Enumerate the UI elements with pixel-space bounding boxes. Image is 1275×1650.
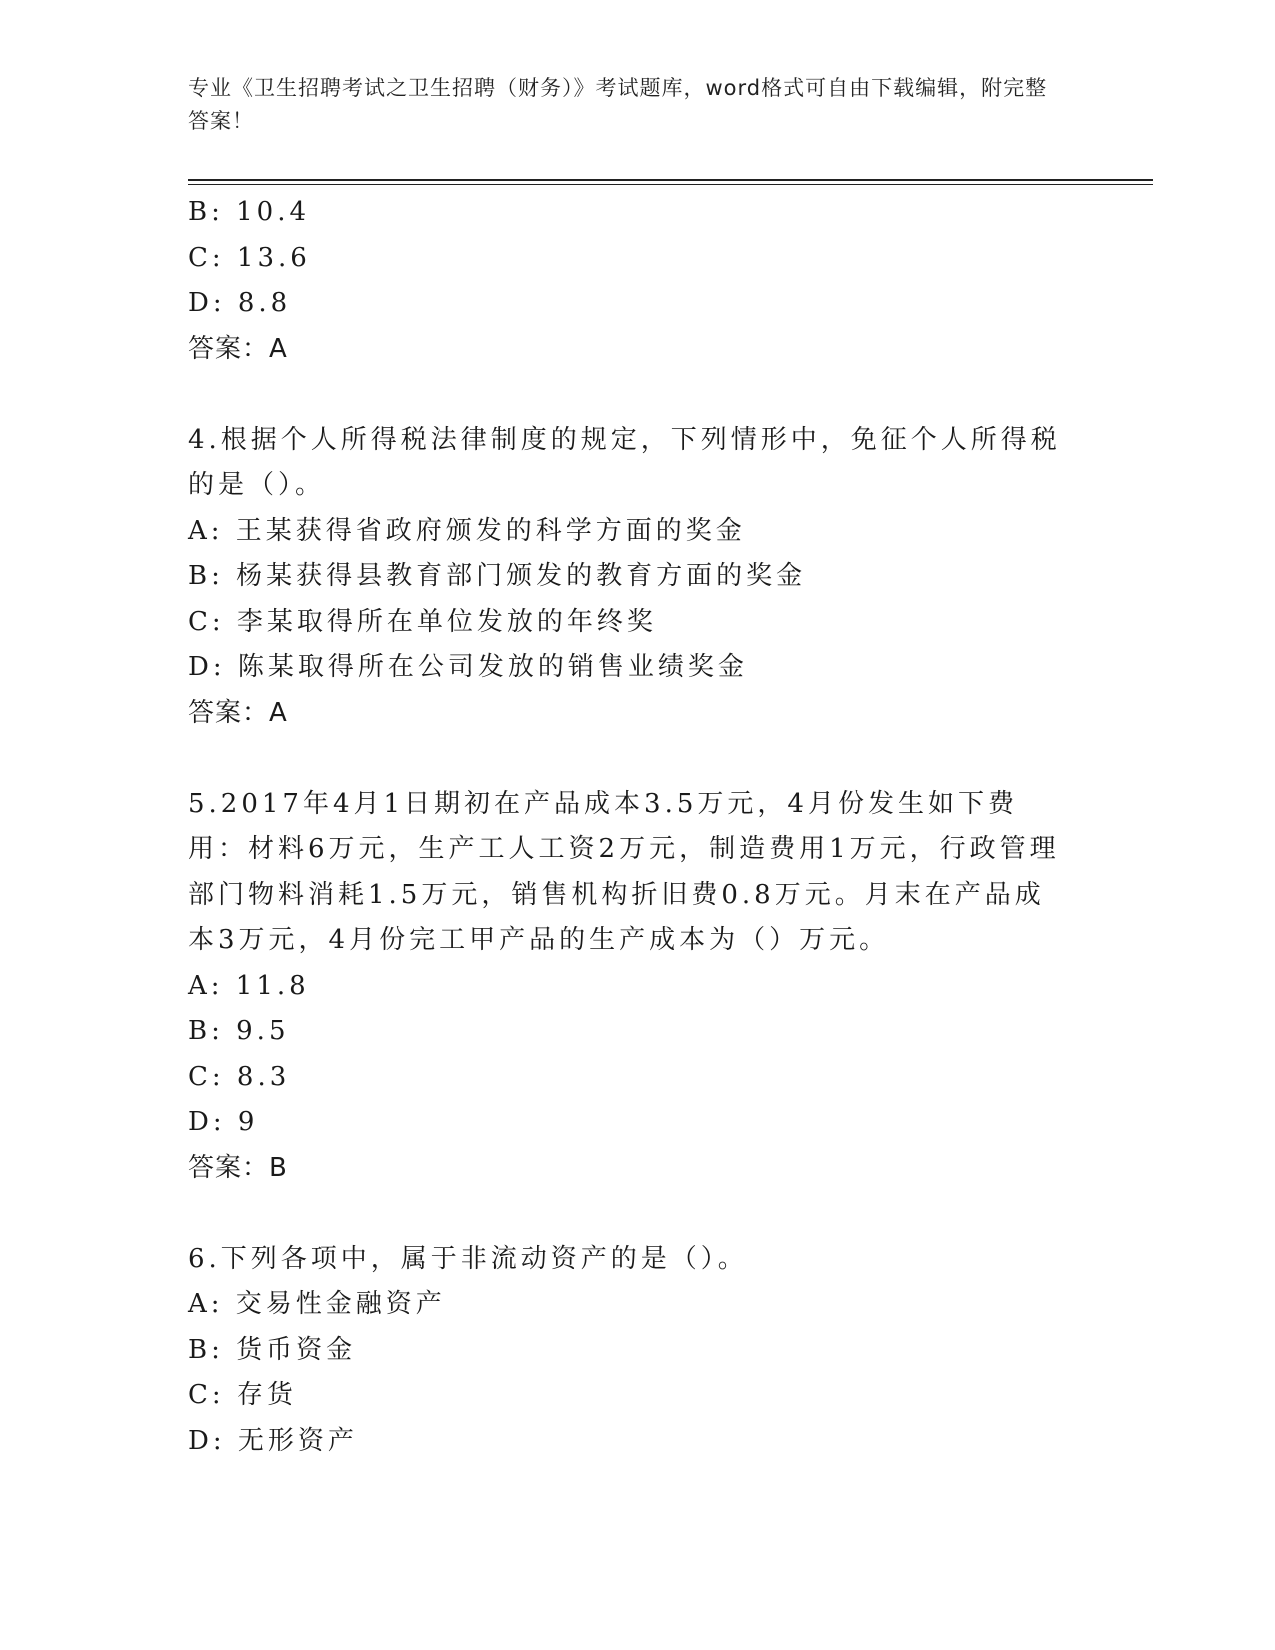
question-content (188, 190, 1068, 1464)
option-b: B: 货币资金 (188, 1334, 357, 1365)
question-text: 6.下列各项中，属于非流动资产的是（）。 (188, 1243, 748, 1274)
answer-line: 答案：A (188, 697, 288, 728)
document-header: 专业《卫生招聘考试之卫生招聘（财务）》考试题库，word格式可自由下载编辑，附完整答案！ (188, 76, 1048, 133)
option-c: C: 8.3 (188, 1061, 291, 1092)
option-d: D: 8.8 (188, 288, 292, 318)
question-4 (188, 418, 1068, 737)
option-a: A: 交易性金融资产 (188, 1289, 446, 1319)
answer-line: 答案：A (188, 333, 288, 364)
question-5 (188, 782, 1068, 1192)
question-text: 5.2017年4月1日期初在产品成本3.5万元，4月份发生如下费用：材料6万元，生产工人工资2万元，制造费用1万元，行政管理部门物料消耗1.5万元，销售机构折旧费0.8万元。月末在产品成本3万元，4月份完工甲产品的生产成本为（）万元。 (188, 788, 1060, 955)
header-divider-thin (188, 184, 1153, 185)
header-divider-thick (188, 179, 1153, 181)
option-d: D: 陈某取得所在公司发放的销售业绩奖金 (188, 652, 748, 682)
option-b: B: 杨某获得县教育部门颁发的教育方面的奖金 (188, 561, 807, 591)
question-text: 4.根据个人所得税法律制度的规定，下列情形中，免征个人所得税的是（）。 (188, 424, 1061, 500)
option-b: B: 9.5 (188, 1016, 290, 1046)
option-c: C: 13.6 (188, 242, 311, 273)
option-b: B: 10.4 (188, 197, 311, 227)
option-c: C: 李某取得所在单位发放的年终奖 (188, 606, 657, 637)
prev-question (188, 190, 1068, 372)
option-d: D: 无形资产 (188, 1425, 358, 1456)
answer-line: 答案：B (188, 1152, 288, 1183)
question-6 (188, 1237, 1068, 1465)
option-d: D: 9 (188, 1107, 259, 1137)
option-a: A: 11.8 (188, 970, 310, 1001)
option-c: C: 存货 (188, 1380, 297, 1410)
option-a: A: 王某获得省政府颁发的科学方面的奖金 (188, 515, 746, 546)
